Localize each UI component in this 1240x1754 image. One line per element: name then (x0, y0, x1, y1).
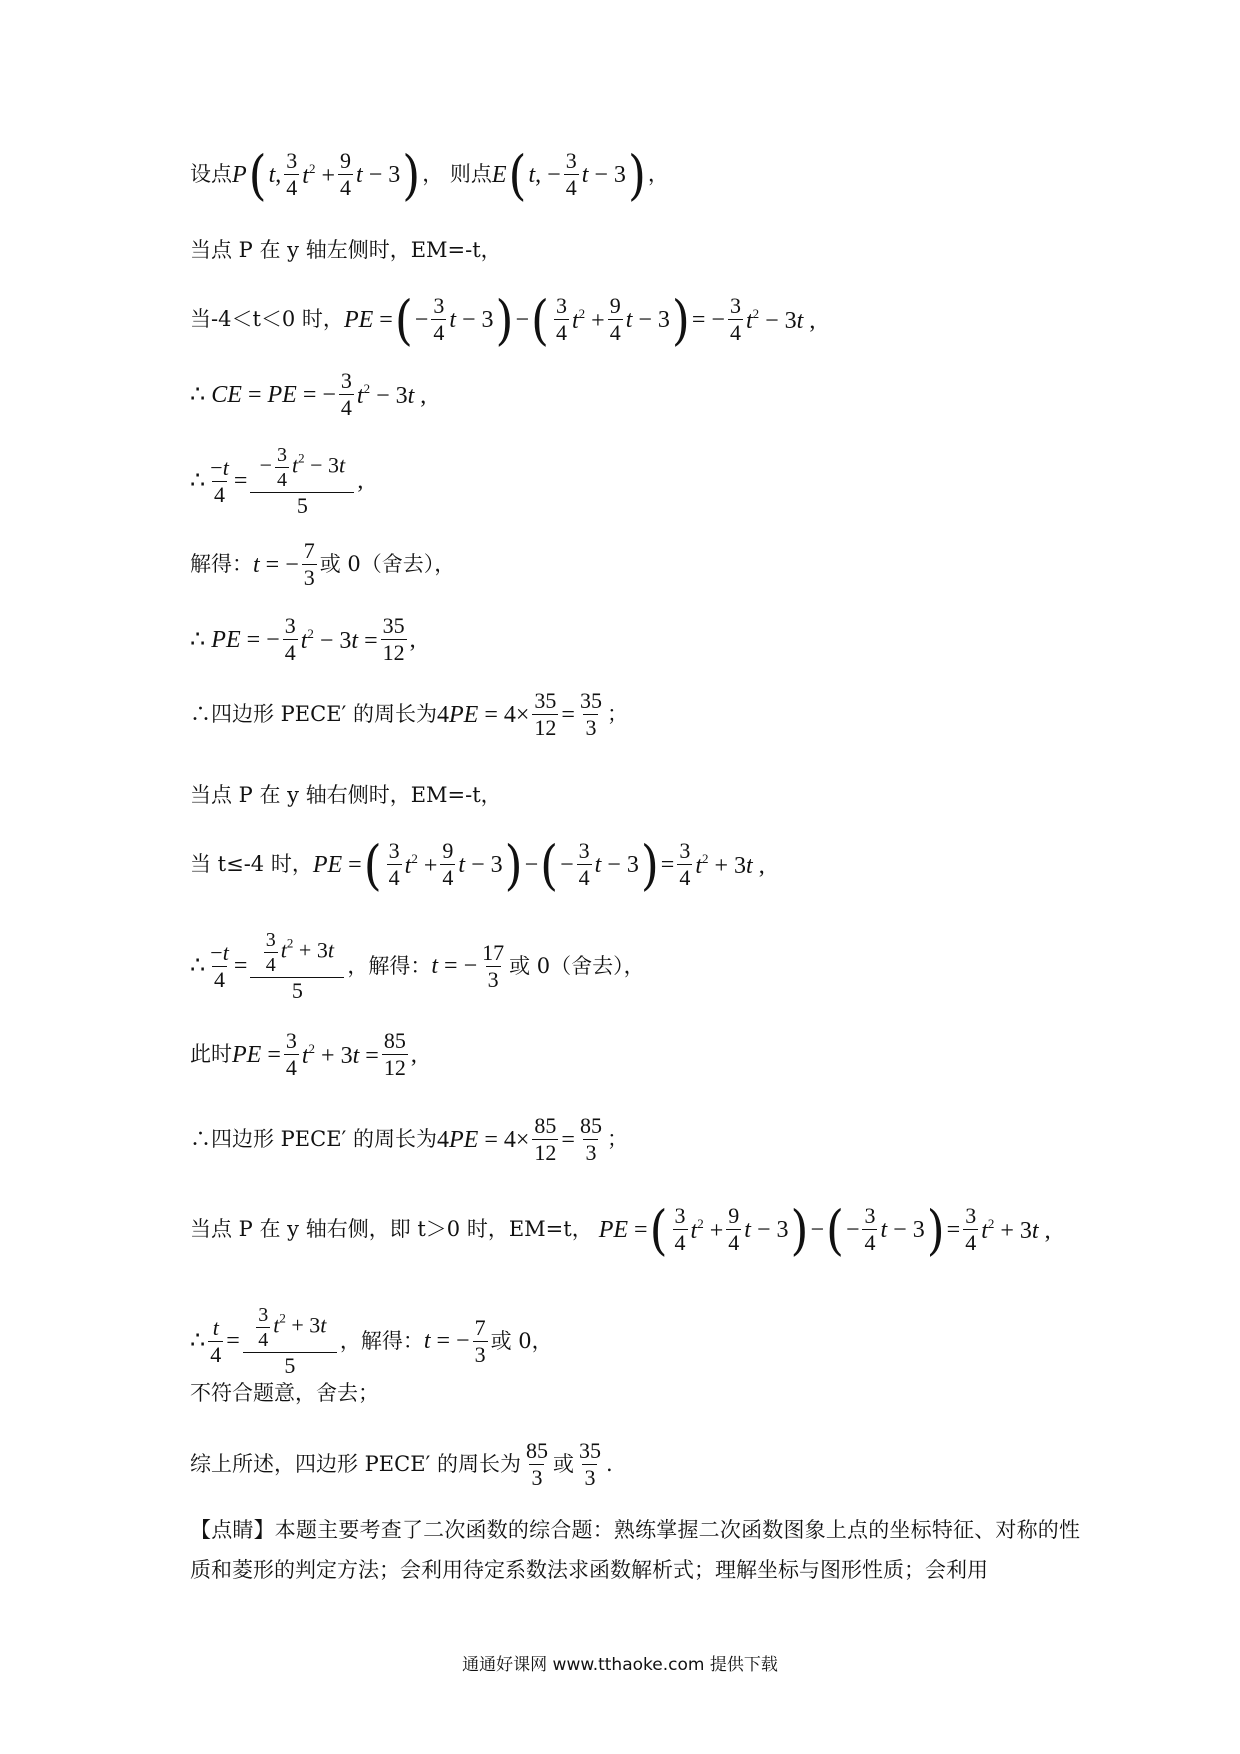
text: 当点 P 在 y 轴右侧，即 t＞0 时，EM=t， (190, 1217, 593, 1241)
text: 当-4＜t＜0 时， (190, 307, 344, 331)
text: 或 0（舍去）， (509, 953, 645, 978)
text: ∴四边形 PECE′ 的周长为 (190, 702, 437, 726)
line-pe-left: 当-4＜t＜0 时， PE = ( − $\frac{3}{4}$ t − 3 ) − ( $\frac{3}{4}$ $t^2$ + $\frac{9}{4}$ t − 3 ) = − $\frac{3}{4}$ $t^2 - 3t$ , (190, 288, 816, 351)
line-solve-1: 解得： t = − $\frac{7}{3}$ 或 0（舍去）， (190, 538, 456, 590)
line-pe-positive: 当点 P 在 y 轴右侧，即 t＞0 时，EM=t， PE = ( $\frac{3}{4}$ $t^2$ + $\frac{9}{4}$ t − 3 ) − ( − $\frac{3}{4}$ t − 3 ) = $\frac{3}{4}$ $t^2 + 3t$ , (190, 1198, 1051, 1261)
line-pe-value-1: ∴ PE = − $\frac{3}{4}$ $t^2 - 3t$ = $\frac{35}{12}$ , (190, 613, 416, 665)
line-ratio-1: ∴ $\frac{-t}{4}$ = − $\frac{3}{4}$ $t^2 - 3t$ 5 , (190, 444, 364, 518)
line-perimeter-2: ∴四边形 PECE′ 的周长为 4PE = 4× $\frac{85}{12}$ = $\frac{85}{3}$ ； (190, 1113, 628, 1165)
text: 此时 (190, 1042, 232, 1066)
text: 解得： (190, 552, 253, 576)
line-ratio-2: ∴ $\frac{-t}{4}$ = $\frac{3}{4}$ $t^2 + 3t$ 5 ，解得： t = − $\frac{17}{3}$ 或 0（舍去）， (190, 929, 645, 1003)
line-reject: 不符合题意，舍去； (190, 1381, 379, 1405)
line-pe-value-2: 此时 PE = $\frac{3}{4}$ $t^2 + 3t$ = $\frac{85}{12}$ , (190, 1028, 417, 1080)
text: 或 0（舍去）， (319, 552, 456, 576)
line-pe-right: 当 t≤-4 时， PE = ( $\frac{3}{4}$ $t^2$ + $\frac{9}{4}$ t − 3 ) − ( − $\frac{3}{4}$ t − 3 ) = $\frac{3}{4}$ $t^2 + 3t$ , (190, 833, 765, 896)
text: 或 (552, 1452, 574, 1476)
line-perimeter-1: ∴四边形 PECE′ 的周长为 4PE = 4× $\frac{35}{12}$ = $\frac{35}{3}$ ； (190, 688, 628, 740)
text: 设点 (190, 162, 232, 186)
line-ce-pe: ∴ CE = PE = − $\frac{3}{4}$ $t^2 - 3t$ , (190, 368, 427, 420)
text: 当 t≤-4 时， (190, 852, 313, 876)
text: ，解得： (339, 1328, 424, 1353)
text: 综上所述，四边形 PECE′ 的周长为 (190, 1452, 521, 1476)
line-ratio-3: ∴ $\frac{t}{4}$ = $\frac{3}{4}$ $t^2 + 3t$ 5 ，解得： t = − $\frac{7}{3}$ 或 0， (190, 1304, 553, 1378)
line-right-side: 当点 P 在 y 轴右侧时，EM=-t， (190, 783, 502, 807)
text: ，解得： (347, 953, 432, 978)
text: ， 则点 (422, 162, 492, 186)
line-set-points: 设点 P ( t , $\frac{3}{4}$ $t^2$ + $\frac{9}{4}$ t − 3 ) ， 则点 E ( t, − $\frac{3}{4}$ t − 3 ) ， (190, 143, 669, 206)
summary-paragraph: 【点睛】本题主要考查了二次函数的综合题：熟练掌握二次函数图象上点的坐标特征、对称的性质和菱形的判定方法；会利用待定系数法求函数解析式；理解坐标与图形性质；会利用 (190, 1518, 1080, 1582)
line-left-side: 当点 P 在 y 轴左侧时，EM=-t， (190, 238, 502, 262)
text: . (605, 1452, 613, 1476)
line-conclusion: 综上所述，四边形 PECE′ 的周长为 $\frac{85}{3}$ 或 $\frac{35}{3}$ . (190, 1438, 613, 1490)
text: 或 0， (490, 1328, 553, 1353)
text: ∴四边形 PECE′ 的周长为 (190, 1127, 437, 1151)
footer-source: 通通好课网 www.tthaoke.com 提供下载 (462, 1655, 778, 1675)
